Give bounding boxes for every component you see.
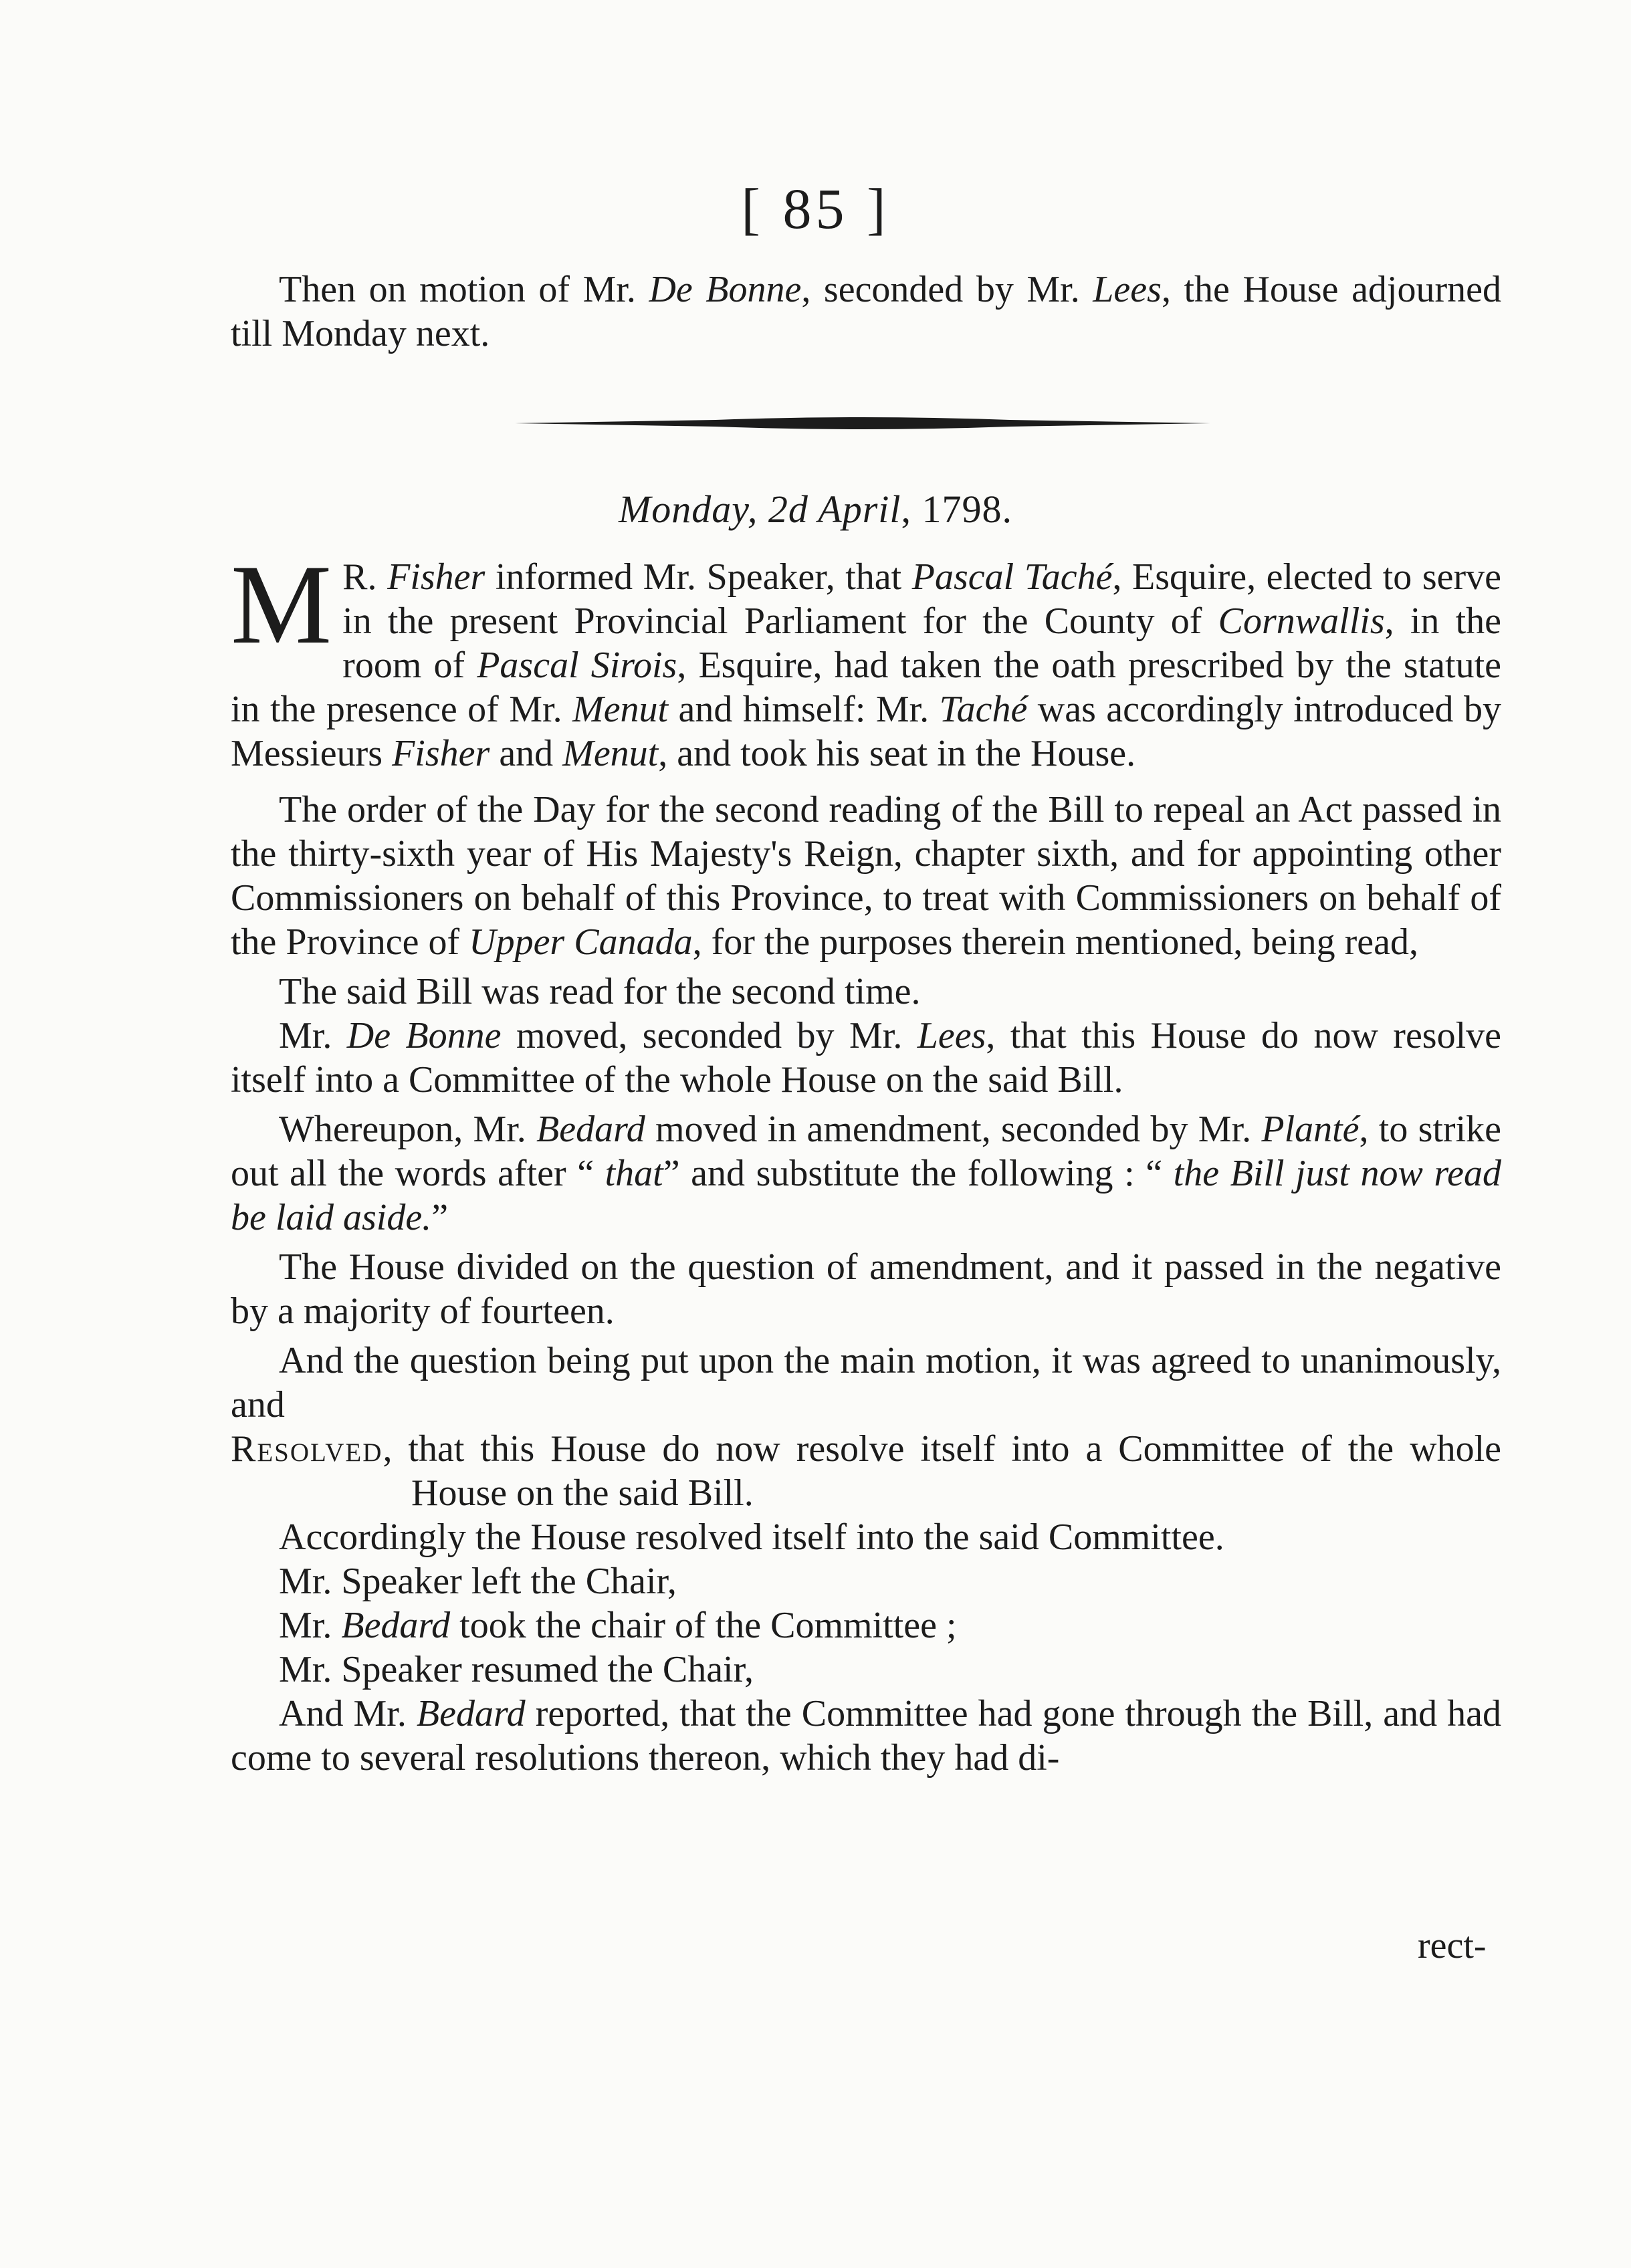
paragraph-committee: Accordingly the House resolved itself into the said Committee. (279, 1516, 1224, 1558)
paragraph-order-of-day: The order of the Day for the second reading of the Bill to repeal an Act passed in the thirty-sixth year of His Majesty's Reign, chapter sixth, and for appointing other Commissioners on behalf of this Province, to treat with Commissioners on behalf of the Province of Upper Canada, for the purposes therein mentioned, being read, (231, 789, 1501, 963)
paragraph-speaker-left: Mr. Speaker left the Chair, (279, 1561, 677, 1602)
paragraph-amendment: Whereupon, Mr. Bedard moved in amendment, seconded by Mr. Planté, to strike out all the words after “ that” and substitute the following : “ the Bill just now read be laid aside.” (231, 1109, 1502, 1238)
adjournment-paragraph: Then on motion of Mr. De Bonne, seconded by Mr. Lees, the House adjourned till Monday next. (231, 269, 1501, 354)
ornamental-rule (515, 413, 1210, 433)
resolved-label: Resolved (231, 1428, 383, 1470)
paragraph-resolved: Resolved, that this House do now resolve itself into a Committee of the whole House on the said Bill. (231, 1428, 1501, 1514)
page-number: [ 85 ] (741, 177, 890, 241)
paragraph-bedard-chair: Mr. Bedard took the chair of the Committee ; (279, 1605, 957, 1646)
paragraph-main-motion: And the question being put upon the main motion, it was agreed to unanimously, and (231, 1340, 1501, 1426)
dateline: Monday, 2d April, 1798. (618, 487, 1013, 531)
paragraph-fisher: M R. Fisher informed Mr. Speaker, that Pascal Taché, Esquire, elected to serve in the present Provincial Parliament for the County of Cornwallis, in the room of Pascal Sirois, Esquire, had taken the oath prescribed by the statute in the presence of Mr. Menut and himself: Mr. Taché was accordingly introduced by Messieurs Fisher and Menut, and took his seat in the House. (231, 542, 1502, 774)
paragraph-second-reading: The said Bill was read for the second time. (279, 971, 921, 1012)
paragraph-speaker-resumed: Mr. Speaker resumed the Chair, (279, 1649, 754, 1690)
drop-cap: M (231, 542, 332, 667)
body-text (231, 542, 1502, 1780)
paragraph-division: The House divided on the question of amendment, and it passed in the negative by a majority of fourteen. (231, 1246, 1501, 1332)
paragraph-motion: Mr. De Bonne moved, seconded by Mr. Lees, that this House do now resolve itself into a Committee of the whole House on the said Bill. (231, 1015, 1502, 1101)
paragraph-report: And Mr. Bedard reported, that the Committee had gone through the Bill, and had come to several resolutions thereon, which they had di- (231, 1693, 1501, 1779)
catchword: rect- (1418, 1925, 1487, 1966)
